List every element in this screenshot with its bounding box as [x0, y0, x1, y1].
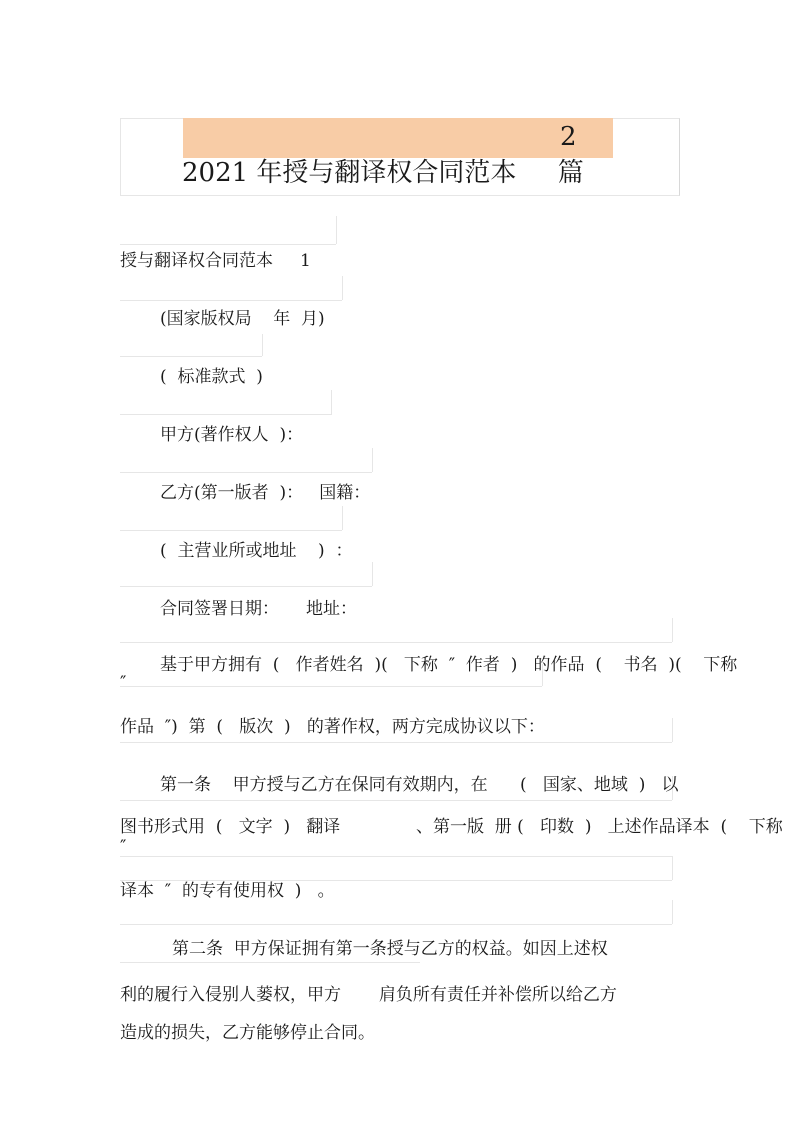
- divider-line: [342, 276, 343, 300]
- page-title: 2021 年授与翻译权合同范本 篇: [182, 158, 584, 188]
- text-line: ( 标准款式 ): [160, 367, 263, 387]
- divider-line: [372, 448, 373, 472]
- text-line: 第一条 甲方授与乙方在保同有效期内，在 ( 国家、地域 ) 以: [160, 775, 679, 795]
- divider-line: [120, 924, 672, 925]
- text-line: 作品 ″) 第 ( 版次 ) 的著作权，两方完成协议以下：: [120, 717, 545, 737]
- divider-line: [672, 618, 673, 642]
- divider-line: [120, 530, 342, 531]
- divider-line: [120, 856, 672, 857]
- divider-line: [120, 962, 420, 963]
- text-line: ″: [120, 837, 127, 857]
- text-line: (国家版权局 年 月): [160, 309, 325, 329]
- divider-line: [120, 800, 672, 801]
- divider-line: [120, 686, 542, 687]
- divider-line: [342, 506, 343, 530]
- divider-line: [120, 742, 672, 743]
- text-line: 译本 ″ 的专有使用权 ) 。: [120, 881, 335, 901]
- divider-line: [120, 244, 336, 245]
- text-line: 合同签署日期： 地址：: [160, 599, 358, 619]
- divider-line: [120, 642, 672, 643]
- text-line: ″: [120, 673, 127, 693]
- text-line: 第二条 甲方保证拥有第一条授与乙方的权益。如因上述权: [172, 939, 608, 959]
- text-line: 基于甲方拥有 ( 作者姓名 )( 下称 ″ 作者 ) 的作品 ( 书名 )( 下称: [160, 655, 738, 675]
- divider-line: [120, 472, 372, 473]
- divider-line: [331, 390, 332, 414]
- title-highlight: [183, 118, 613, 158]
- divider-line: [672, 856, 673, 880]
- divider-line: [336, 216, 337, 244]
- text-line: 乙方(第一版者 )： 国籍：: [160, 483, 371, 503]
- divider-line: [372, 562, 373, 586]
- divider-line: [672, 718, 673, 742]
- divider-line: [262, 334, 263, 356]
- divider-line: [120, 300, 342, 301]
- title-number: 2: [560, 122, 577, 152]
- divider-line: [120, 414, 332, 415]
- subtitle-line: 授与翻译权合同范本 1: [120, 251, 311, 271]
- divider-line: [120, 356, 262, 357]
- text-line: 造成的损失，乙方能够停止合同。: [120, 1023, 375, 1043]
- divider-line: [120, 586, 372, 587]
- text-line: 利的履行入侵别人蒌权，甲方 肩负所有责任并补偿所以给乙方: [120, 985, 617, 1005]
- text-line: 甲方(著作权人 )：: [160, 425, 304, 445]
- divider-line: [672, 900, 673, 924]
- text-line: ( 主营业所或地址 ) ：: [160, 541, 353, 561]
- text-line: 图书形式用 ( 文字 ) 翻译 、第一版 册 ( 印数 ) 上述作品译本 ( 下称: [120, 817, 783, 837]
